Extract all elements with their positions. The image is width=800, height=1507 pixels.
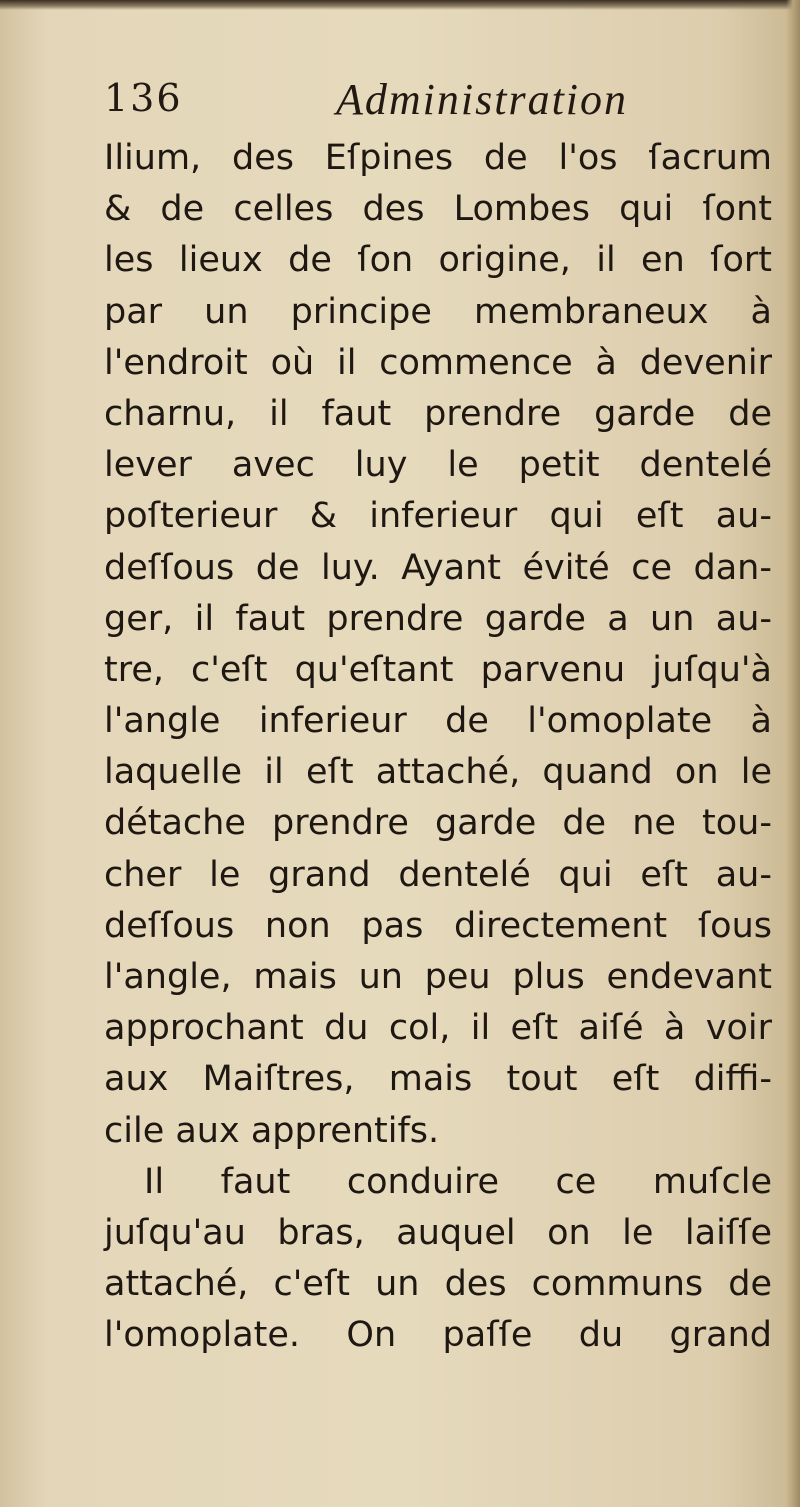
page-top-edge	[0, 0, 800, 10]
text-line: & de celles des Lombes qui ſont	[104, 189, 772, 230]
text-line: attaché, c'eſt un des communs de	[104, 1264, 772, 1305]
text-line: l'omoplate. On paſſe du grand	[104, 1315, 772, 1356]
body-text	[104, 133, 772, 1362]
text-line: poſterieur & inferieur qui eſt au-	[104, 496, 772, 537]
text-line: deſſous de luy. Ayant évité ce dan-	[104, 547, 772, 588]
page-right-edge	[786, 0, 800, 1507]
text-line: cher le grand dentelé qui eſt au-	[104, 854, 772, 895]
text-line: approchant du col, il eſt aiſé à voir	[104, 1008, 772, 1049]
text-line: lever avec luy le petit dentelé	[104, 445, 772, 486]
text-line: Ilium, des Eſpines de l'os ſacrum	[104, 138, 772, 178]
page-header	[104, 76, 704, 136]
text-line: les lieux de ſon origine, il en ſort	[104, 240, 772, 281]
text-line: l'angle inferieur de l'omoplate à	[104, 701, 772, 742]
running-head: Administration	[336, 75, 629, 124]
text-line: juſqu'au bras, auquel on le laiſſe	[104, 1212, 772, 1253]
page-number: 136	[104, 76, 183, 120]
text-line: charnu, il faut prendre garde de	[104, 393, 772, 434]
text-line: tre, c'eſt qu'eſtant parvenu juſqu'à	[104, 649, 772, 690]
text-line: l'endroit où il commence à devenir	[104, 342, 772, 383]
text-line: cile aux apprentifs.	[104, 1110, 440, 1151]
text-line: par un principe membraneux à	[104, 291, 772, 332]
text-line: aux Maiſtres, mais tout eſt diffi-	[104, 1059, 772, 1100]
text-line: deſſous non pas directement ſous	[104, 905, 772, 946]
text-line: l'angle, mais un peu plus endevant	[104, 957, 772, 997]
text-line: laquelle il eſt attaché, quand on le	[104, 752, 772, 793]
text-line: détache prendre garde de ne tou-	[104, 803, 772, 844]
text-line: ger, il faut prendre garde a un au-	[104, 598, 772, 639]
paragraph-start-line: Il faut conduire ce muſcle	[144, 1161, 772, 1202]
